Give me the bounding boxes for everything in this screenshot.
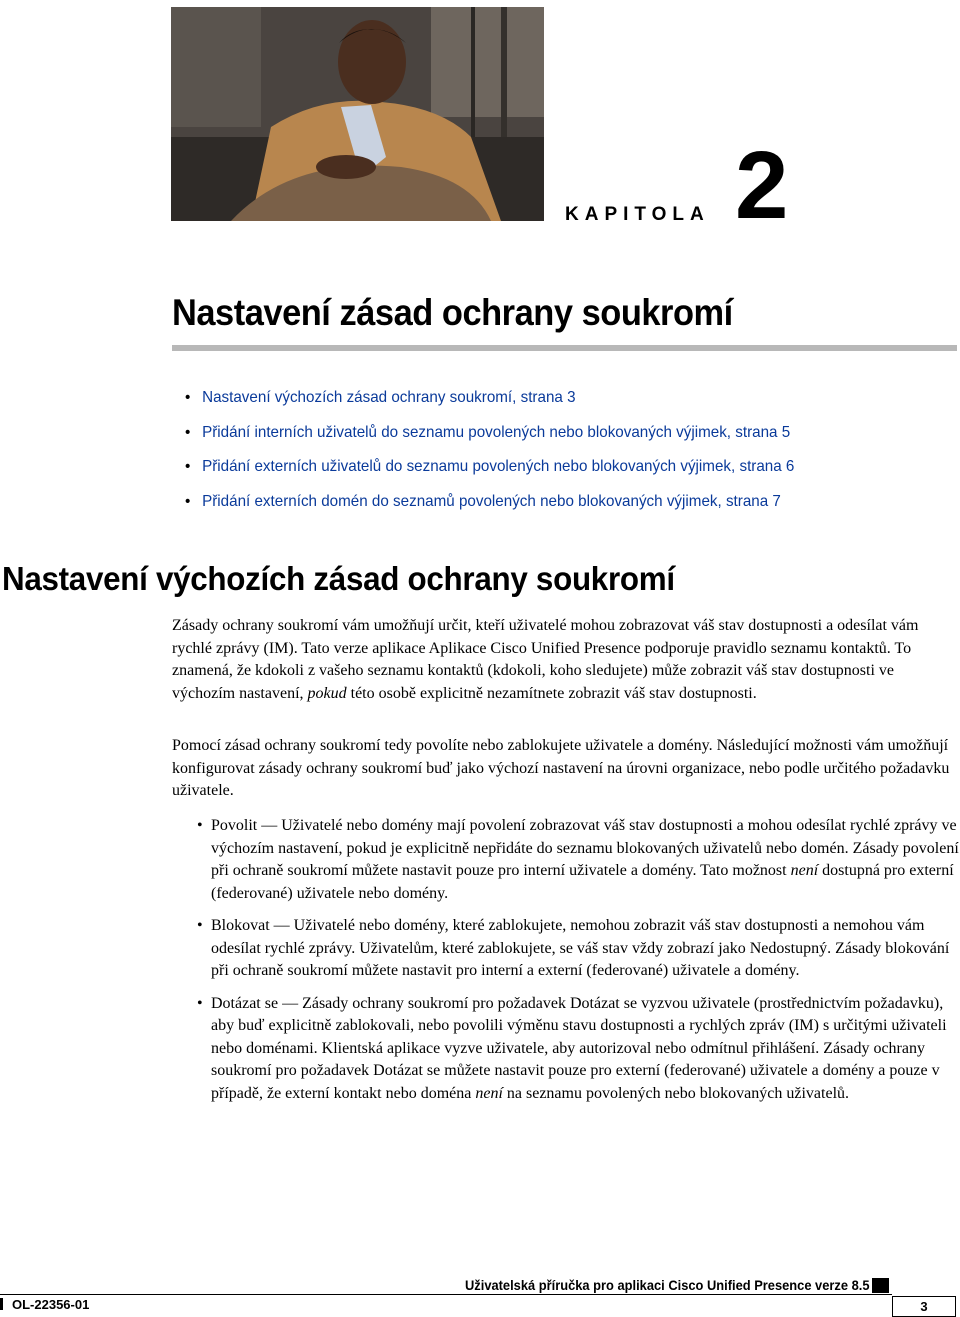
paragraph-text: této osobě explicitně nezamítnete zobrazit váš stav dostupnosti. bbox=[350, 684, 757, 702]
list-item-text: Povolit — Uživatelé nebo domény mají povolení zobrazovat váš stav dostupnosti a mohou odesílat rychlé zprávy ve výchozím nastavení, pokud je explicitně nepřidáte do seznamu blokovaných uživatelů nebo domén. Zásady povolení při ochraně soukromí můžete nastavit pouze pro interní uživatele a domény. Tato možnost bbox=[211, 817, 959, 879]
policy-list bbox=[197, 815, 960, 1115]
page-number: 3 bbox=[892, 1296, 956, 1317]
toc-link[interactable]: • Přidání externích domén do seznamů povolených nebo blokovaných výjimek, strana 7 bbox=[185, 493, 794, 528]
chapter-photo bbox=[171, 7, 544, 221]
toc-link[interactable]: • Nastavení výchozích zásad ochrany soukromí, strana 3 bbox=[185, 389, 794, 424]
list-item bbox=[197, 815, 960, 905]
paragraph-options: Pomocí zásad ochrany soukromí tedy povolíte nebo zablokujete uživatele a domény. Následující možnosti vám umožňují konfigurovat zásady ochrany soukromí buď jako výchozí nastavení na úrovni organizace, nebo podle určitého požadavku uživatele. bbox=[172, 737, 950, 799]
chapter-label: KAPITOLA bbox=[565, 204, 710, 225]
paragraph-intro bbox=[172, 615, 960, 705]
footer-divider bbox=[0, 1294, 892, 1295]
footer-marker bbox=[872, 1278, 889, 1293]
footer-bar bbox=[0, 1298, 3, 1310]
person-photo bbox=[171, 7, 544, 221]
toc-link[interactable]: • Přidání interních uživatelů do seznamu povolených nebo blokovaných výjimek, strana 5 bbox=[185, 424, 794, 459]
list-item-text: Blokovat — Uživatelé nebo domény, které zablokujete, nemohou zobrazit váš stav dostupnosti a nemohou vám odesílat rychlé zprávy. Uživatelům, které zablokujete, se váš stav vždy zobrazí jako Nedostupný. Zásady blokování při ochraně soukromí můžete nastavit pro interní a externí (federované) uživatele a domény. bbox=[211, 917, 950, 979]
list-item bbox=[197, 915, 960, 983]
section-title: Nastavení výchozích zásad ochrany soukromí bbox=[2, 560, 675, 597]
page-title: Nastavení zásad ochrany soukromí bbox=[172, 292, 733, 333]
toc-link[interactable]: • Přidání externích uživatelů do seznamu povolených nebo blokovaných výjimek, strana 6 bbox=[185, 458, 794, 493]
footer-guide-title: Uživatelská příručka pro aplikaci Cisco Unified Presence verze 8.5 bbox=[465, 1277, 870, 1293]
emphasis-text: není bbox=[475, 1084, 503, 1102]
emphasis-text: není bbox=[790, 862, 819, 879]
list-item-text: na seznamu povolených nebo blokovaných uživatelů. bbox=[506, 1084, 850, 1102]
chapter-toc bbox=[185, 389, 826, 527]
title-divider bbox=[172, 345, 957, 351]
emphasis-text: pokud bbox=[307, 684, 347, 702]
document-code: OL-22356-01 bbox=[12, 1297, 90, 1312]
list-item bbox=[197, 993, 960, 1106]
list-item-text: Dotázat se — Zásady ochrany soukromí pro požadavek Dotázat se vyzvou uživatele (prostřednictvím požadavku), aby buď explicitně zablokovali, nebo povolili výměnu stavu dostupnosti a rychlých zpráv (IM) s určitými uživateli nebo doménami. Klientská aplikace vyzve uživatele, aby autorizoval nebo odmítnul přihlášení. Zásady ochrany soukromí pro požadavek Dotázat se můžete nastavit pouze pro externí (federované) uživatele a domény a pouze v případě, že externí kontakt nebo doména bbox=[211, 994, 947, 1102]
list-item-text: dostupná pro externí (federované) uživatele nebo domény. bbox=[211, 862, 954, 902]
chapter-number: 2 bbox=[735, 132, 786, 239]
paragraph-text: Zásady ochrany soukromí vám umožňují určit, kteří uživatelé mohou zobrazovat váš stav dostupnosti a odesílat vám rychlé zprávy (IM). Tato verze aplikace Aplikace Cisco Unified Presence podporuje pravidlo seznamu kontaktů. To znamená, že kdokoli z vašeho seznamu kontaktů (kdokoli, koho sledujete) může zobrazit váš stav dostupnosti ve výchozím nastavení, bbox=[172, 617, 919, 702]
